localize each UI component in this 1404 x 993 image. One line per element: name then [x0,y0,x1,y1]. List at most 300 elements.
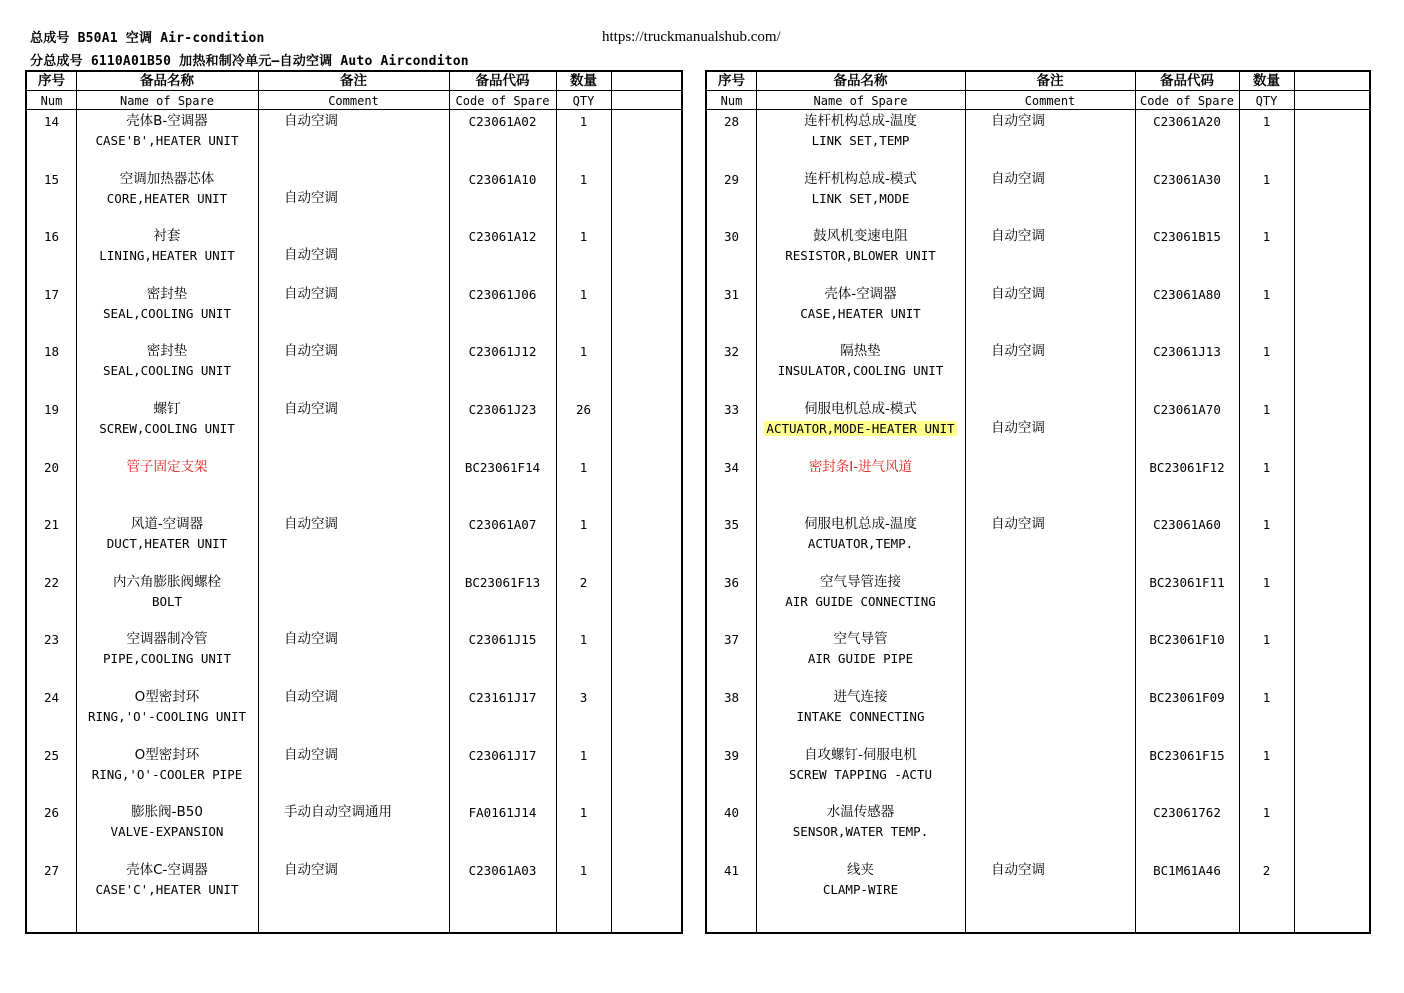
table-row [27,686,681,744]
part-name-cn [76,228,258,244]
part-name-en [756,594,965,610]
table-row [707,801,1369,859]
row-number-text: 33 [723,402,740,417]
table-row [27,513,681,571]
part-name-en [76,421,258,437]
part-code [449,172,556,188]
part-name-cn-text: 空气导管连接 [820,573,901,590]
part-name-cn-text: 螺钉 [153,401,181,417]
row-number [27,632,76,648]
part-name-en [756,651,965,667]
part-name-en [756,191,965,207]
row-number [707,229,756,245]
row-number-text: 41 [723,862,740,878]
row-number-text: 25 [43,747,60,763]
part-name-cn [76,401,258,417]
part-name-en [76,191,258,207]
part-name-cn [756,401,965,417]
table-row [707,859,1369,917]
part-code-text: C23161J17 [468,690,537,705]
parts-table-right [705,70,1371,934]
part-name-cn-text: 膨胀阀-B50 [131,804,203,821]
part-code-text: C23061J06 [468,286,537,302]
row-number [27,517,76,533]
part-code [1135,748,1239,764]
part-name-cn-text: O型密封环 [134,689,200,705]
part-comment-text: 自动空调 [284,189,338,206]
part-name-en-text: SEAL,COOLING UNIT [103,363,231,379]
table-row [707,168,1369,226]
part-qty [556,575,611,591]
row-number-text: 22 [43,574,60,590]
part-qty [556,460,611,476]
table-row [27,283,681,341]
row-number [707,460,756,476]
part-name-en-text: AIR GUIDE PIPE [807,651,914,667]
part-code [1135,344,1239,360]
part-name-cn-text: 壳体C-空调器 [126,861,208,878]
part-qty-text: 1 [579,229,588,245]
part-comment-text: 自动空调 [991,228,1045,245]
table-row [27,859,681,917]
part-name-en-text: ACTUATOR,MODE-HEATER UNIT [766,421,955,436]
row-number [27,690,76,706]
part-qty-text: 1 [1262,574,1271,590]
part-name-en-text: SEAL,COOLING UNIT [103,305,231,321]
part-code-text: BC23061F13 [464,574,541,590]
part-comment-text: 自动空调 [991,285,1045,302]
part-comment [991,113,1135,129]
part-comment [991,516,1135,532]
part-code-text: C23061A70 [1153,402,1221,417]
part-name-en [756,133,965,149]
part-name-cn-text: 壳体-空调器 [824,285,897,302]
part-code-text: C23061A80 [1153,286,1221,302]
part-name-en [76,536,258,552]
header-code-en: Code of Spare [455,94,550,108]
part-qty [556,229,611,245]
part-qty-text: 1 [1262,171,1271,187]
part-name-cn-text: 鼓风机变速电阻 [813,228,908,245]
row-number-text: 15 [43,171,60,187]
row-number [27,805,76,821]
part-code [449,575,556,591]
part-qty-text: 1 [579,632,588,648]
part-name-cn [76,459,258,475]
part-comment [284,516,449,532]
row-number [707,517,756,533]
part-name-cn [76,804,258,820]
part-name-en [76,651,258,667]
part-comment [991,171,1135,187]
row-number [707,575,756,591]
part-qty [1239,805,1294,821]
part-name-cn [756,171,965,187]
part-qty [1239,172,1294,188]
part-code [1135,172,1239,188]
part-qty-text: 1 [1262,747,1271,763]
row-number [707,344,756,360]
row-number-text: 31 [723,286,740,302]
header-name-cn: 备品名称 [833,73,888,89]
part-code [449,229,556,245]
part-code [449,690,556,706]
part-name-cn [76,516,258,532]
part-name-en-text: CLAMP-WIRE [822,881,899,897]
header-num-en: Num [40,94,63,108]
part-name-cn [76,631,258,647]
table-row [27,571,681,629]
row-number-text: 39 [723,747,740,763]
part-code-text: C23061A60 [1153,517,1221,533]
part-code [449,460,556,476]
row-number [707,114,756,130]
part-qty [1239,690,1294,706]
part-code [1135,517,1239,533]
part-name-en-text: DUCT,HEATER UNIT [106,536,228,552]
part-qty-text: 1 [1262,805,1271,821]
part-comment-text: 自动空调 [991,516,1045,533]
part-code-text: C23061A10 [468,171,537,187]
part-qty-text: 1 [1262,690,1271,705]
part-name-cn-text: 壳体B-空调器 [126,113,208,129]
part-name-en [76,306,258,322]
part-qty [556,114,611,130]
part-name-en-text: LINING,HEATER UNIT [99,248,235,264]
part-code-text: C23061J15 [468,632,537,648]
part-code-text: FA0161J14 [468,805,537,821]
part-name-cn [756,286,965,302]
part-code [449,114,556,130]
row-number-text: 27 [43,862,60,878]
row-number-text: 35 [723,517,740,533]
header-code-en: Code of Spare [1140,94,1234,108]
header-name-en: Name of Spare [813,94,908,108]
part-name-cn-text: 内六角膨胀阀螺栓 [113,573,221,590]
part-code [449,344,556,360]
table-row [707,744,1369,802]
part-name-en [76,709,258,725]
part-name-en [756,824,965,840]
header-name-cn: 备品名称 [140,73,194,89]
part-name-cn-text: 密封条Ⅰ-进气风道 [808,458,913,475]
part-qty [1239,863,1294,879]
part-code-text: BC23061F11 [1149,574,1225,590]
row-number [27,344,76,360]
row-number [27,863,76,879]
part-name-en [756,709,965,725]
row-number-text: 19 [43,402,60,417]
table-row [27,340,681,398]
part-qty [1239,748,1294,764]
row-number-text: 17 [43,286,60,302]
part-qty [556,287,611,303]
row-number [707,172,756,188]
part-code-text: C23061A03 [468,862,537,878]
part-qty [556,517,611,533]
part-name-en [756,248,965,264]
part-code [1135,229,1239,245]
part-comment [284,689,449,705]
row-number-text: 14 [43,114,60,129]
header-num-cn: 序号 [38,73,65,89]
part-qty [556,172,611,188]
part-name-en [756,536,965,552]
part-comment-text: 手动自动空调通用 [284,804,392,821]
part-name-cn [76,113,258,129]
part-name-en-text: AIR GUIDE CONNECTING [785,593,936,609]
part-code [449,287,556,303]
parts-table-left [25,70,683,934]
part-name-en-text: INTAKE CONNECTING [796,709,925,724]
row-number [27,287,76,303]
table-row [27,628,681,686]
part-name-en [756,363,965,379]
part-name-en-text: LINK SET,TEMP [811,133,910,148]
part-qty-text: 1 [1262,402,1271,417]
part-qty [556,632,611,648]
part-name-cn-text: 伺服电机总成-温度 [804,516,917,533]
part-qty-text: 1 [1262,517,1271,533]
row-number-text: 20 [43,459,60,475]
part-comment-text: 自动空调 [284,113,338,129]
part-name-en-text: BOLT [151,593,183,609]
part-comment [284,113,449,129]
row-number-text: 18 [43,344,60,360]
part-comment [284,401,449,417]
part-comment [284,343,449,359]
part-name-en-text: SENSOR,WATER TEMP. [792,824,929,840]
part-name-en [76,882,258,898]
row-number-text: 24 [43,690,60,705]
part-name-cn-text: 风道-空调器 [130,516,204,533]
part-code-text: BC23061F14 [464,459,541,475]
table-row [27,168,681,226]
part-comment-text: 自动空调 [991,420,1045,436]
header-comment-en: Comment [1024,94,1076,108]
part-qty-text: 1 [579,114,588,129]
part-name-cn [76,574,258,590]
subassembly-title: 分总成号 6110A01B50 加热和制冷单元—自动空调 Auto Airconditon [30,54,469,69]
header-num-cn: 序号 [718,73,745,89]
header-code-cn: 备品代码 [475,73,530,89]
part-name-en [76,594,258,610]
part-comment [991,420,1135,436]
part-qty [556,748,611,764]
header-comment-cn: 备注 [340,73,367,89]
part-qty-text: 1 [579,171,588,187]
part-name-cn [756,862,965,878]
table-row [27,456,681,514]
part-qty-text: 1 [579,344,588,360]
part-name-cn [756,689,965,705]
row-number [27,402,76,418]
table-row [707,686,1369,744]
header-qty-en: QTY [1255,94,1278,108]
part-name-en-text: RING,'O'-COOLING UNIT [87,709,247,724]
part-qty-text: 2 [1262,862,1271,878]
part-comment-text: 自动空调 [284,343,338,360]
part-comment [991,286,1135,302]
part-name-en [756,882,965,898]
part-comment-text: 自动空调 [284,285,338,302]
part-qty-text: 1 [579,286,588,302]
part-name-en-text: CASE,HEATER UNIT [800,305,921,321]
part-name-cn-text: 空调加热器芯体 [119,170,215,187]
part-code [1135,805,1239,821]
part-name-cn [76,689,258,705]
part-name-cn [756,747,965,763]
part-comment-text: 自动空调 [284,516,338,533]
part-comment-text: 自动空调 [991,343,1045,360]
row-number-text: 28 [723,114,740,129]
part-name-cn-text: 进气连接 [833,689,888,705]
table-row [707,513,1369,571]
table-row [27,801,681,859]
part-qty-text: 1 [1262,114,1271,129]
part-qty [556,805,611,821]
part-name-en [756,767,965,783]
part-comment-text: 自动空调 [284,861,338,878]
part-comment-text: 自动空调 [991,170,1045,187]
source-url: https://truckmanualshub.com/ [602,29,781,45]
part-comment-text: 自动空调 [991,113,1045,129]
part-qty [1239,402,1294,418]
row-number-text: 34 [723,459,740,475]
part-comment [991,862,1135,878]
part-name-cn-text: 伺服电机总成-模式 [804,401,917,417]
table-row [707,110,1369,168]
part-name-cn-text: 自攻螺钉-伺服电机 [804,746,917,763]
part-code-text: C23061A07 [468,517,537,533]
part-name-cn-text: 隔热垫 [840,343,881,360]
row-number [27,460,76,476]
part-code-text: C23061762 [1153,805,1221,821]
part-code-text: C23061A02 [468,114,537,129]
table-row [27,225,681,283]
part-qty [556,402,611,418]
part-code [449,748,556,764]
part-code-text: C23061A12 [468,229,537,245]
part-name-en-text: RING,'O'-COOLER PIPE [91,766,243,782]
part-code [1135,114,1239,130]
table-row [707,456,1369,514]
row-number [707,863,756,879]
part-code-text: BC23061F09 [1149,690,1225,705]
part-name-en [76,363,258,379]
part-comment [991,228,1135,244]
part-qty [556,344,611,360]
part-name-en [76,824,258,840]
part-comment [284,631,449,647]
part-qty [1239,229,1294,245]
row-number [707,402,756,418]
part-comment-text: 自动空调 [284,689,338,705]
part-comment-text: 自动空调 [991,861,1045,878]
part-name-en-text: CORE,HEATER UNIT [106,190,228,206]
header-num-en: Num [720,94,743,108]
part-comment-text: 自动空调 [284,247,338,264]
part-code [1135,863,1239,879]
part-name-cn [756,631,965,647]
part-code-text: C23061J12 [468,344,537,360]
part-name-cn [756,574,965,590]
part-name-cn [756,459,965,475]
row-number [27,575,76,591]
part-comment [284,247,449,263]
part-comment [284,747,449,763]
part-qty-text: 1 [579,747,588,763]
part-code [1135,402,1239,418]
part-name-en [76,767,258,783]
row-number-text: 36 [723,574,740,590]
part-comment [991,343,1135,359]
part-comment-text: 自动空调 [284,401,338,417]
part-name-cn-text: 密封垫 [146,285,188,302]
part-name-cn [756,228,965,244]
part-name-cn-text: 空调器制冷管 [126,631,208,648]
part-code-text: BC1M61A46 [1153,862,1221,878]
part-code [1135,287,1239,303]
part-qty-text: 1 [579,805,588,821]
part-qty [1239,114,1294,130]
header-divider [707,90,1369,91]
table-row [27,398,681,456]
part-code [1135,460,1239,476]
part-code-text: C23061J23 [468,402,537,417]
part-name-cn [756,804,965,820]
part-name-cn-text: 连杆机构总成-模式 [804,170,917,187]
part-name-cn-text: 衬套 [153,228,181,245]
part-comment-text: 自动空调 [284,746,338,763]
row-number [707,805,756,821]
header-name-en: Name of Spare [120,94,214,108]
part-name-en [76,248,258,264]
part-code-text: C23061A30 [1153,171,1221,187]
part-qty-text: 1 [579,862,588,878]
part-name-cn-text: 管子固定支架 [126,458,208,475]
part-qty-text: 1 [1262,229,1271,245]
part-name-en-text: CASE'C',HEATER UNIT [95,881,239,897]
header-divider [27,90,681,91]
part-name-cn [756,343,965,359]
part-code-text: C23061B15 [1153,229,1221,245]
part-qty [556,690,611,706]
part-name-en [756,306,965,322]
part-name-cn [756,516,965,532]
part-comment [284,804,449,820]
table-row [707,628,1369,686]
part-name-en [756,421,965,437]
header-qty-cn: 数量 [570,73,597,89]
assembly-title: 总成号 B50A1 空调 Air-condition [30,31,265,46]
header-code-cn: 备品代码 [1160,73,1214,89]
row-number [27,748,76,764]
part-qty-text: 2 [579,574,588,590]
part-name-cn-text: 水温传感器 [826,804,895,821]
part-name-cn-text: O型密封环 [134,746,200,763]
header-qty-cn: 数量 [1253,73,1280,89]
part-code [1135,632,1239,648]
row-number [707,287,756,303]
header-comment-en: Comment [328,94,379,108]
part-code-text: BC23061F15 [1149,747,1225,763]
part-qty [556,863,611,879]
row-number-text: 30 [723,229,740,245]
part-name-cn [76,747,258,763]
part-qty-text: 3 [579,690,588,705]
part-qty-text: 1 [579,459,588,475]
